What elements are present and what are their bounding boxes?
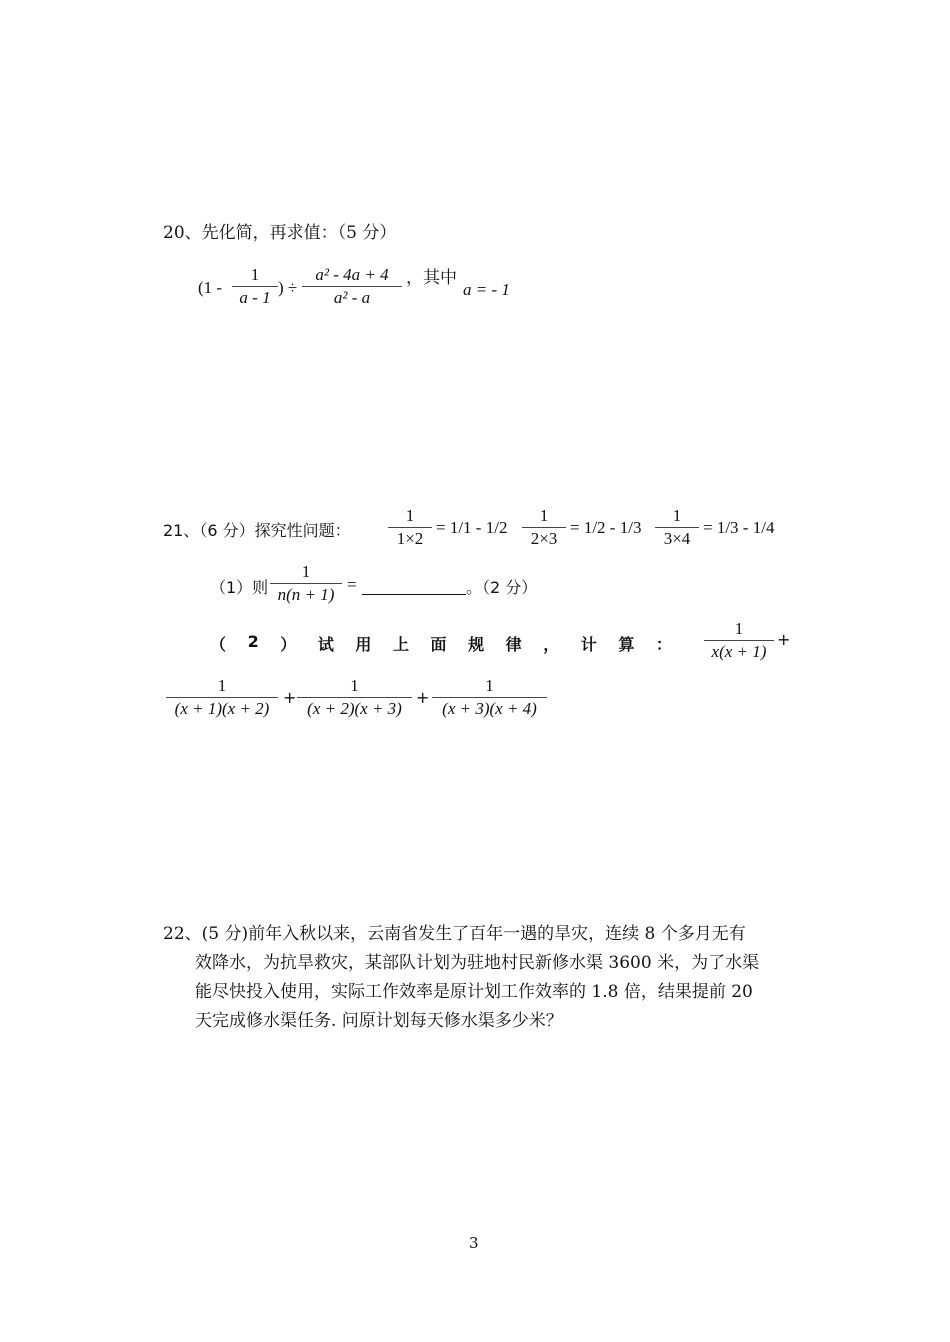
q21-example-1 xyxy=(388,505,432,550)
page-number: 3 xyxy=(469,1234,479,1252)
plus-sign: + xyxy=(283,688,297,707)
q21-t3-den: (x + 3)(x + 4) xyxy=(442,699,537,718)
q20-close: ) ÷ xyxy=(278,278,298,297)
q20-f2-num: a² - 4a + 4 xyxy=(315,265,389,284)
q21-part2-char: ） xyxy=(280,635,297,654)
q21-ex3-num: 1 xyxy=(672,506,682,525)
q22-line-4: 天完成修水渠任务. 问原计划每天修水渠多少米？ xyxy=(195,1011,563,1031)
plus-sign: + xyxy=(416,688,430,707)
q21-t1-den: (x + 1)(x + 2) xyxy=(174,699,270,718)
answer-blank[interactable] xyxy=(362,577,466,595)
q21-part2-char: 律 xyxy=(505,635,522,654)
q21-part2-char: 用 xyxy=(355,635,372,654)
q20-f1-num: 1 xyxy=(250,265,260,284)
q21-ex1-num: 1 xyxy=(405,506,415,525)
q21-t3-num: 1 xyxy=(485,676,494,695)
q21-part1-label: （1）则 xyxy=(210,578,269,597)
q21-example-2 xyxy=(522,505,566,550)
plus-sign: + xyxy=(777,630,791,649)
q21-part2-char: ， xyxy=(543,635,560,654)
q20-f1-den: a - 1 xyxy=(239,288,271,307)
q22-line-3: 能尽快投入使用，实际工作效率是原计划工作效率的 1.8 倍，结果提前 20 xyxy=(195,982,753,1002)
q21-t2-den: (x + 2)(x + 3) xyxy=(307,699,402,718)
q21-part1-tail: 。（2 分） xyxy=(466,578,538,597)
q21-part2-char: 上 xyxy=(392,635,409,654)
q20-fraction-2 xyxy=(302,264,402,309)
q20-value: a = - 1 xyxy=(463,280,510,299)
q21-term-0 xyxy=(704,618,774,663)
q21-part1-den: n(n + 1) xyxy=(277,585,335,604)
q21-part2-char: ： xyxy=(655,635,672,654)
q21-part2-char: 面 xyxy=(430,635,447,654)
q21-term-3 xyxy=(432,675,547,720)
q21-ex2-num: 1 xyxy=(539,506,549,525)
q21-heading: 21、（6 分）探究性问题： xyxy=(163,521,351,540)
q20-open: (1 - xyxy=(198,278,223,297)
q21-term-2 xyxy=(297,675,412,720)
q21-part2-char: 算 xyxy=(618,635,635,654)
q21-ex1-den: 1×2 xyxy=(396,529,424,548)
q21-t0-num: 1 xyxy=(734,619,744,638)
q21-ex3-den: 3×4 xyxy=(663,529,691,548)
q21-part2-char: 规 xyxy=(468,635,485,654)
q20-heading: 20、先化简，再求值：（5 分） xyxy=(163,223,397,243)
q20-fraction-1 xyxy=(232,264,278,309)
q20-where: ，其中 xyxy=(406,268,457,288)
q21-part2-char: 试 xyxy=(317,635,334,654)
q21-part1-num: 1 xyxy=(301,562,311,581)
q21-part2-char: 计 xyxy=(580,635,597,654)
q21-part2-char: （ xyxy=(210,635,227,654)
q21-ex2-den: 2×3 xyxy=(530,529,558,548)
q21-ex2-rhs: = 1/2 - 1/3 xyxy=(570,518,642,537)
q21-ex1-rhs: = 1/1 - 1/2 xyxy=(436,518,508,537)
q21-term-1 xyxy=(166,675,278,720)
q21-part1-fraction xyxy=(270,561,342,606)
q20-f2-den: a² - a xyxy=(333,288,371,307)
q21-t0-den: x(x + 1) xyxy=(711,642,767,661)
q21-part1-eq: = xyxy=(347,575,357,594)
q21-part2-char: 2 xyxy=(247,632,259,651)
q21-ex3-rhs: = 1/3 - 1/4 xyxy=(703,518,775,537)
q21-example-3 xyxy=(655,505,699,550)
q22-line-2: 效降水，为抗旱救灾，某部队计划为驻地村民新修水渠 3600 米，为了水渠 xyxy=(195,953,760,973)
q21-t2-num: 1 xyxy=(350,676,359,695)
q22-line-1: 22、(5 分)前年入秋以来，云南省发生了百年一遇的旱灾，连续 8 个多月无有 xyxy=(163,924,746,944)
q21-part2-instruction xyxy=(210,632,672,655)
q21-t1-num: 1 xyxy=(217,676,227,695)
